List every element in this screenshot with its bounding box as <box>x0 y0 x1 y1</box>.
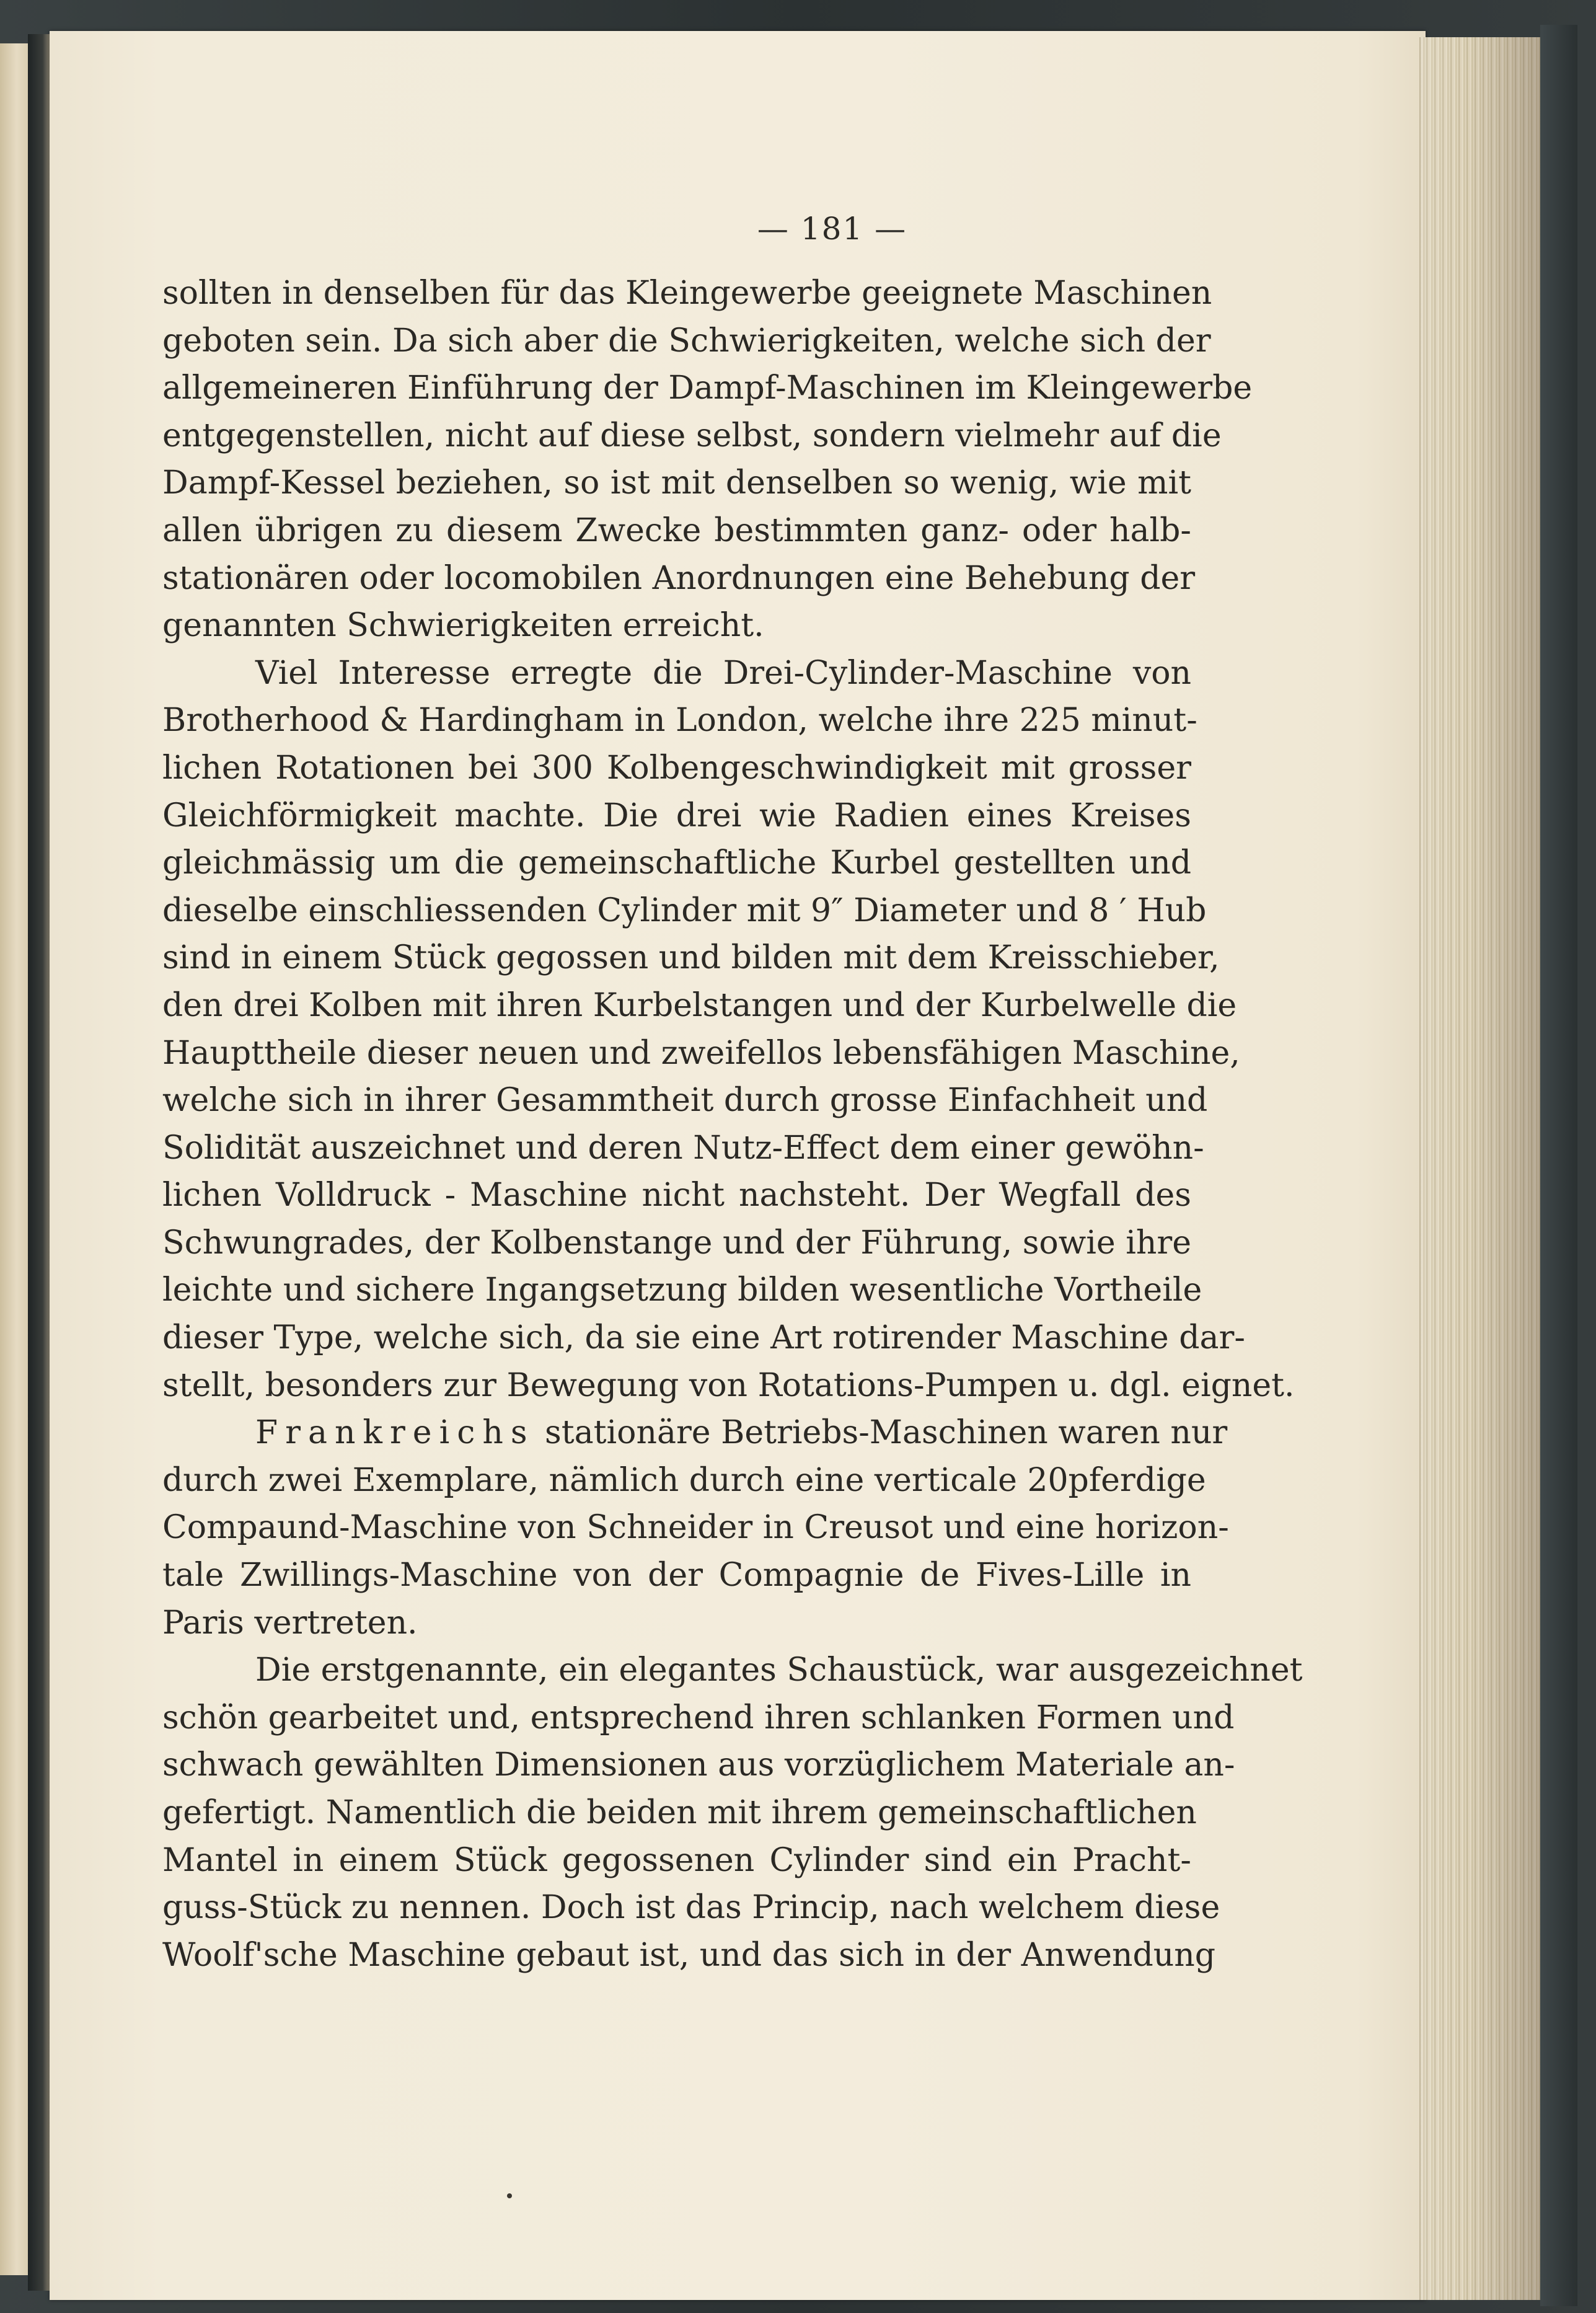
text-line: stellt, besonders zur Bewegung von Rotations-Pumpen u. dgl. eignet. <box>162 1366 1295 1404</box>
text-line: stationären oder locomobilen Anordnungen eine Behebung der <box>162 559 1196 597</box>
text-line: guss-Stück zu nennen. Doch ist das Princip, nach welchem diese <box>162 1889 1220 1927</box>
text-line: sind in einem Stück gegossen und bilden mit dem Kreisschieber, <box>162 939 1220 977</box>
text-line: dieselbe einschliessenden Cylinder mit 9″ Diameter und 8 ′ Hub <box>162 891 1207 929</box>
text-line: Haupttheile dieser neuen und zweifellos lebensfähigen Maschine, <box>162 1034 1240 1072</box>
book-cover-edge <box>1540 25 1577 2306</box>
facing-page-edge <box>0 43 29 2275</box>
ink-speck <box>507 2193 512 2198</box>
text-line: gefertigt. Namentlich die beiden mit ihrem gemeinschaftlichen <box>162 1794 1197 1831</box>
text-line: Woolf'sche Maschine gebaut ist, und das sich in der Anwendung <box>162 1936 1216 1974</box>
text-line <box>162 1409 1228 1457</box>
text-line: den drei Kolben mit ihren Kurbelstangen und der Kurbelwelle die <box>162 986 1237 1024</box>
text-line: geboten sein. Da sich aber die Schwierigkeiten, welche sich der <box>162 322 1211 360</box>
text-line: allen übrigen zu diesem Zwecke bestimmten ganz- oder halb- <box>162 511 1191 549</box>
text-line: leichte und sichere Ingangsetzung bilden wesentliche Vortheile <box>162 1271 1202 1309</box>
text-line: Schwungrades, der Kolbenstange und der Führung, sowie ihre <box>162 1224 1191 1262</box>
text-line: sollten in denselben für das Kleingewerbe geeignete Maschinen <box>162 275 1212 312</box>
body-text <box>162 270 1303 1979</box>
page-edges-shade <box>1419 37 1540 2300</box>
text-fragment: stationäre Betriebs-Maschinen waren nur <box>545 1414 1228 1452</box>
text-line: entgegenstellen, nicht auf diese selbst, sondern vielmehr auf die <box>162 417 1222 454</box>
text-line: lichen Volldruck - Maschine nicht nachsteht. Der Wegfall des <box>162 1177 1191 1214</box>
text-line: Die erstgenannte, ein elegantes Schaustück, war ausgezeichnet <box>255 1652 1303 1689</box>
text-line: Gleichförmigkeit machte. Die drei wie Radien eines Kreises <box>162 797 1191 834</box>
page-number <box>0 211 1596 247</box>
book-gutter <box>28 34 53 2291</box>
text-line: gleichmässig um die gemeinschaftliche Kurbel gestellten und <box>162 844 1191 882</box>
text-line: Mantel in einem Stück gegossenen Cylinder sind ein Pracht- <box>162 1841 1191 1879</box>
text-line: Paris vertreten. <box>162 1604 418 1642</box>
text-line: Viel Interesse erregte die Drei-Cylinder-Maschine von <box>255 654 1191 692</box>
text-line: genannten Schwierigkeiten erreicht. <box>162 607 764 645</box>
text-line: dieser Type, welche sich, da sie eine Art rotirender Maschine dar- <box>162 1319 1245 1357</box>
spaced-word: Frankreichs <box>255 1414 535 1452</box>
text-line: welche sich in ihrer Gesammtheit durch grosse Einfachheit und <box>162 1082 1208 1120</box>
text-line: durch zwei Exemplare, nämlich durch eine verticale 20pferdige <box>162 1461 1206 1499</box>
text-line: Compaund-Maschine von Schneider in Creusot und eine horizon- <box>162 1509 1229 1547</box>
text-line: Brotherhood & Hardingham in London, welche ihre 225 minut- <box>162 702 1197 740</box>
page-number-text: — 181 — <box>757 211 907 247</box>
text-line: schön gearbeitet und, entsprechend ihren schlanken Formen und <box>162 1699 1235 1736</box>
text-line: tale Zwillings-Maschine von der Compagnie de Fives-Lille in <box>162 1557 1191 1594</box>
text-line: allgemeineren Einführung der Dampf-Maschinen im Kleingewerbe <box>162 369 1253 407</box>
text-line: schwach gewählten Dimensionen aus vorzüglichem Materiale an- <box>162 1746 1235 1784</box>
text-line: Solidität auszeichnet und deren Nutz-Effect dem einer gewöhn- <box>162 1129 1204 1167</box>
text-line: Dampf-Kessel beziehen, so ist mit denselben so wenig, wie mit <box>162 464 1191 502</box>
text-line: lichen Rotationen bei 300 Kolbengeschwindigkeit mit grosser <box>162 749 1191 787</box>
